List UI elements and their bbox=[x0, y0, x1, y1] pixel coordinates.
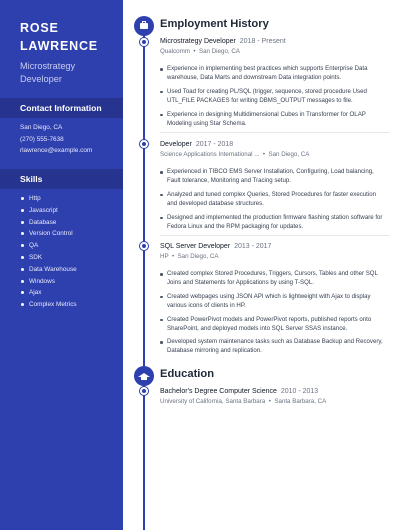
skill-item: Ajax bbox=[20, 287, 77, 299]
contact-block bbox=[20, 122, 92, 157]
skills-heading: Skills bbox=[0, 169, 123, 189]
job-company-line: HP • San Diego, CA bbox=[160, 253, 219, 260]
timeline-dot bbox=[140, 242, 148, 250]
job-bullet: Used Toad for creating PL/SQL (trigger, sequence, stored procedure Used UTL_FILE PACKAGES for writing DBMS_OUTPUT messages to file. bbox=[160, 88, 385, 106]
job-bullets bbox=[160, 65, 385, 128]
job-dates: 2017 - 2018 bbox=[195, 141, 234, 148]
job-bullets bbox=[160, 270, 385, 356]
job-company-line: Qualcomm • San Diego, CA bbox=[160, 48, 240, 55]
school-location: Santa Barbara, CA bbox=[274, 398, 327, 405]
job-title: Developer bbox=[160, 141, 192, 148]
job-title-line bbox=[160, 140, 385, 150]
job-bullet: Created webpages using JSON API which is lightweight with Ajax to display various icons of clients in HP. bbox=[160, 293, 385, 311]
job-company: Science Applications International ... bbox=[160, 151, 260, 158]
education-dates: 2010 - 2013 bbox=[280, 388, 319, 395]
education-entry bbox=[160, 387, 385, 406]
skills-list bbox=[20, 193, 77, 311]
job-bullet: Created PowerPivot models and PowerPivot reports, published reports onto SharePoint, and deployed models into SQL Server SSAS instance. bbox=[160, 316, 385, 334]
job-bullet: Created complex Stored Procedures, Triggers, Cursors, Tables and other SQL Joins and Statements for Applications by using T-SQL. bbox=[160, 270, 385, 288]
school-line: University of California, Santa Barbara • Santa Barbara, CA bbox=[160, 398, 327, 405]
skill-item: SDK bbox=[20, 252, 77, 264]
skill-item: Javascript bbox=[20, 205, 77, 217]
employment-heading: Employment History bbox=[160, 18, 269, 30]
job-company-line: Science Applications International ... • San Diego, CA bbox=[160, 151, 310, 158]
job-bullet: Developed system maintenance tasks such as Database Backup and Recovery, Database mirroring and replication. bbox=[160, 338, 385, 356]
job-title: SQL Server Developer bbox=[160, 243, 231, 250]
job-bullet: Analyzed and tuned complex Queries, Stored Procedures for faster execution and developed database structures. bbox=[160, 191, 385, 209]
skill-item: Version Control bbox=[20, 228, 77, 240]
skill-item: Complex Metrics bbox=[20, 299, 77, 311]
timeline-line bbox=[143, 20, 145, 530]
job-title-line bbox=[160, 242, 385, 252]
last-name: LAWRENCE bbox=[20, 39, 98, 53]
job-role: Microstrategy Developer bbox=[20, 61, 76, 84]
job-bullet: Experienced in TIBCO EMS Server Installation, Configuring, Load balancing, Fault tolerance, Monitoring and Tracing setup. bbox=[160, 168, 385, 186]
degree-line bbox=[160, 387, 385, 397]
job-title: Microstrategy Developer bbox=[160, 38, 236, 45]
job-bullet: Designed and implemented the production firmware flashing station software for Fedora Linux and the RPM packaging for updates. bbox=[160, 214, 385, 232]
school: University of California, Santa Barbara bbox=[160, 398, 266, 405]
timeline-dot bbox=[140, 387, 148, 395]
degree: Bachelor's Degree Computer Science bbox=[160, 388, 277, 395]
job-company: Qualcomm bbox=[160, 48, 190, 55]
skill-item: Data Warehouse bbox=[20, 264, 77, 276]
job-dates: 2018 - Present bbox=[239, 38, 286, 45]
timeline-dot bbox=[140, 140, 148, 148]
job-entry bbox=[160, 37, 385, 133]
contact-email[interactable]: rlawrence@example.com bbox=[20, 147, 93, 155]
skill-item: Http bbox=[20, 193, 77, 205]
job-dates: 2013 - 2017 bbox=[234, 243, 272, 250]
job-location: San Diego, CA bbox=[268, 151, 310, 158]
skill-item: QA bbox=[20, 240, 77, 252]
job-bullet: Experience in implementing best practices which supports Enterprise Data warehouse, Data Marts and downstream Data integration points. bbox=[160, 65, 385, 83]
section-divider bbox=[160, 235, 390, 236]
skill-item: Database bbox=[20, 217, 77, 229]
job-company: HP bbox=[160, 253, 169, 260]
graduation-cap-icon bbox=[134, 366, 154, 386]
skill-item: Windows bbox=[20, 276, 77, 288]
job-location: San Diego, CA bbox=[177, 253, 219, 260]
job-location: San Diego, CA bbox=[198, 48, 240, 55]
job-title-line bbox=[160, 37, 385, 47]
job-bullet: Experience in designing Multidimensional Cubes in Transformer for OLAP Modeling using Star Schema. bbox=[160, 111, 385, 129]
briefcase-icon bbox=[134, 16, 154, 36]
section-divider bbox=[160, 132, 390, 133]
candidate-name bbox=[20, 19, 98, 55]
education-heading: Education bbox=[160, 368, 215, 380]
contact-heading: Contact Information bbox=[0, 98, 123, 118]
contact-phone[interactable]: (270) 555-7638 bbox=[20, 135, 64, 143]
job-entry bbox=[160, 242, 385, 361]
job-bullets bbox=[160, 168, 385, 231]
timeline-dot bbox=[140, 38, 148, 46]
job-entry bbox=[160, 140, 385, 236]
sidebar bbox=[0, 0, 123, 530]
first-name: ROSE bbox=[20, 21, 59, 35]
contact-location: San Diego, CA bbox=[20, 124, 63, 131]
